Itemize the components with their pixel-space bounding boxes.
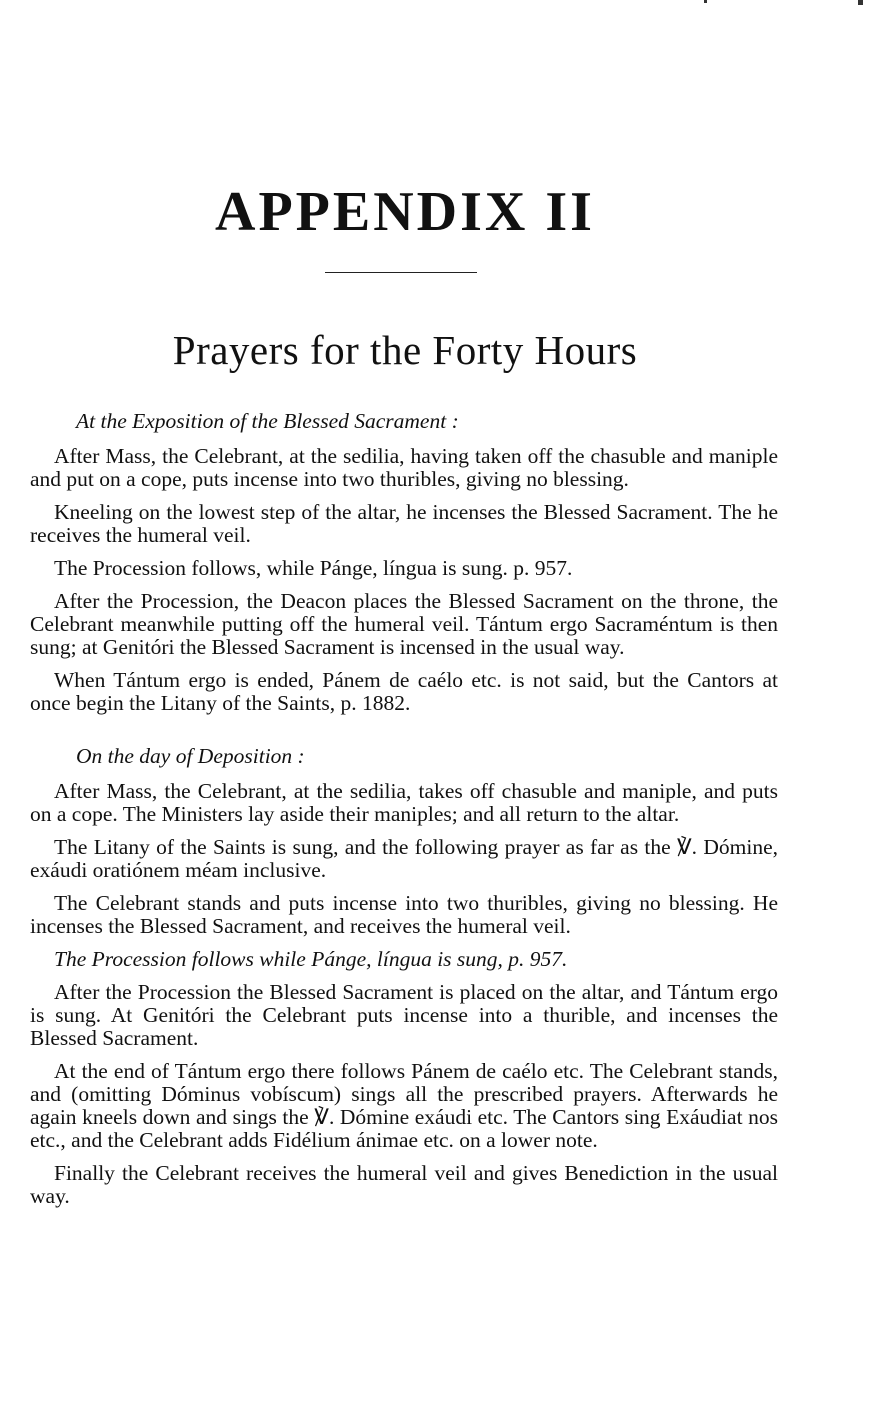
section-label-exposition: At the Exposition of the Blessed Sacrament :: [76, 409, 459, 433]
prayer-text: [30, 410, 778, 1218]
scan-speck: [704, 0, 707, 3]
section-label-deposition: On the day of Deposition :: [76, 744, 305, 768]
title-divider: [325, 272, 477, 273]
paragraph: After the Procession, the Deacon places the Blessed Sacrament on the throne, the Celebrant meanwhile putting off the humeral veil. Tántum ergo Sacraméntum is then sung; at Genitóri the Blessed Sacrament is incensed in the usual way.: [30, 589, 778, 659]
paragraph: At the end of Tántum ergo there follows Pánem de caélo etc. The Celebrant stands, and (omitting Dóminus vobíscum) sings all the prescribed prayers. Afterwards he again kneels down and sings the ℣. Dómine exáudi etc. The Cantors sing Exáudiat nos etc., and the Celebrant adds Fidélium ánimae etc. on a lower note.: [30, 1059, 778, 1152]
paragraph: Kneeling on the lowest step of the altar, he incenses the Blessed Sacrament. The he receives the humeral veil.: [30, 500, 778, 547]
paragraph: Finally the Celebrant receives the humeral veil and gives Benediction in the usual way.: [30, 1161, 778, 1208]
paragraph: The Litany of the Saints is sung, and the following prayer as far as the ℣. Dómine, exáudi oratiónem méam inclusive.: [30, 835, 778, 882]
paragraph: After Mass, the Celebrant, at the sedilia, takes off chasuble and maniple, and puts on a cope. The Ministers lay aside their maniples; and all return to the altar.: [30, 779, 778, 826]
paragraph: The Celebrant stands and puts incense into two thuribles, giving no blessing. He incenses the Blessed Sacrament, and receives the humeral veil.: [30, 891, 778, 938]
paragraph: The Procession follows, while Pánge, língua is sung. p. 957.: [54, 556, 573, 580]
appendix-title: APPENDIX II: [215, 181, 595, 243]
scan-speck: [858, 0, 863, 5]
page-subtitle: Prayers for the Forty Hours: [172, 327, 638, 373]
paragraph: After Mass, the Celebrant, at the sedilia, having taken off the chasuble and maniple and put on a cope, puts incense into two thuribles, giving no blessing.: [30, 444, 778, 491]
paragraph: When Tántum ergo is ended, Pánem de caélo etc. is not said, but the Cantors at once begin the Litany of the Saints, p. 1882.: [30, 668, 778, 715]
paragraph: The Procession follows while Pánge, língua is sung, p. 957.: [54, 947, 568, 971]
paragraph: After the Procession the Blessed Sacrament is placed on the altar, and Tántum ergo is sung. At Genitóri the Celebrant puts incense into a thurible, and incenses the Blessed Sacrament.: [30, 980, 778, 1050]
